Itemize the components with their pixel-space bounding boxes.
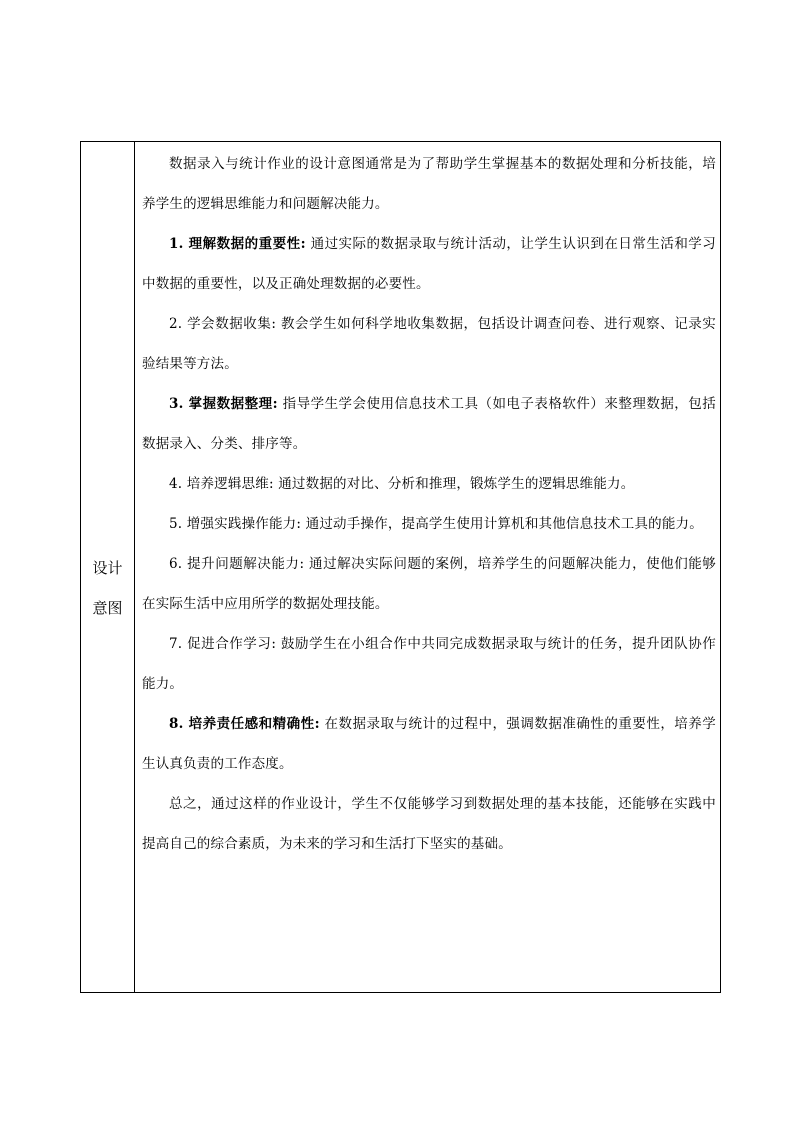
point-heading: 2. 学会数据收集: bbox=[169, 316, 277, 332]
point-paragraph-6 bbox=[142, 544, 716, 624]
paragraph-text: 在数据录取与统计的过程中，强调数据准确性的重要性，培养学生认真负责的工作态度。 bbox=[142, 716, 716, 772]
point-heading: 1. 理解数据的重要性: bbox=[169, 236, 306, 252]
point-paragraph-1 bbox=[142, 224, 716, 304]
paragraph-text: 通过动手操作，提高学生使用计算机和其他信息技术工具的能力。 bbox=[301, 516, 703, 532]
point-paragraph-5 bbox=[142, 504, 716, 544]
paragraph-text: 通过实际的数据录取与统计活动，让学生认识到在日常生活和学习中数据的重要性，以及正确处理数据的必要性。 bbox=[142, 236, 716, 292]
paragraph-text: 鼓励学生在小组合作中共同完成数据录取与统计的任务，提升团队协作能力。 bbox=[142, 636, 716, 692]
point-paragraph-2 bbox=[142, 304, 716, 384]
point-heading: 8. 培养责任感和精确性: bbox=[169, 716, 320, 732]
point-heading: 7. 促进合作学习: bbox=[169, 636, 277, 652]
point-heading: 5. 增强实践操作能力: bbox=[169, 516, 302, 532]
paragraph-text: 教会学生如何科学地收集数据，包括设计调查问卷、进行观察、记录实验结果等方法。 bbox=[142, 316, 716, 372]
paragraph-text: 指导学生学会使用信息技术工具（如电子表格软件）来整理数据，包括数据录入、分类、排序等。 bbox=[142, 396, 716, 452]
row-label-line-2: 意图 bbox=[92, 599, 123, 617]
row-label-line-1: 设计 bbox=[92, 559, 123, 577]
design-intent-table bbox=[80, 141, 721, 993]
content-cell bbox=[135, 142, 720, 992]
point-paragraph-4 bbox=[142, 464, 716, 504]
paragraph-text: 通过解决实际问题的案例，培养学生的问题解决能力，使他们能够在实际生活中应用所学的数据处理技能。 bbox=[142, 556, 716, 612]
paragraph-text: 总之，通过这样的作业设计，学生不仅能够学习到数据处理的基本技能，还能够在实践中提高自己的综合素质，为未来的学习和生活打下坚实的基础。 bbox=[142, 796, 716, 852]
point-paragraph-3 bbox=[142, 384, 716, 464]
label-cell bbox=[81, 142, 135, 992]
point-paragraph-7 bbox=[142, 624, 716, 704]
point-paragraph-8 bbox=[142, 704, 716, 784]
summary-paragraph bbox=[142, 784, 716, 864]
point-heading: 3. 掌握数据整理: bbox=[169, 396, 278, 412]
paragraph-text: 数据录入与统计作业的设计意图通常是为了帮助学生掌握基本的数据处理和分析技能，培养学生的逻辑思维能力和问题解决能力。 bbox=[142, 156, 716, 212]
intro-paragraph bbox=[142, 144, 716, 224]
point-heading: 4. 培养逻辑思维: bbox=[169, 476, 274, 492]
paragraph-text: 通过数据的对比、分析和推理，锻炼学生的逻辑思维能力。 bbox=[273, 476, 635, 492]
point-heading: 6. 提升问题解决能力: bbox=[169, 556, 305, 572]
row-label bbox=[88, 548, 128, 628]
